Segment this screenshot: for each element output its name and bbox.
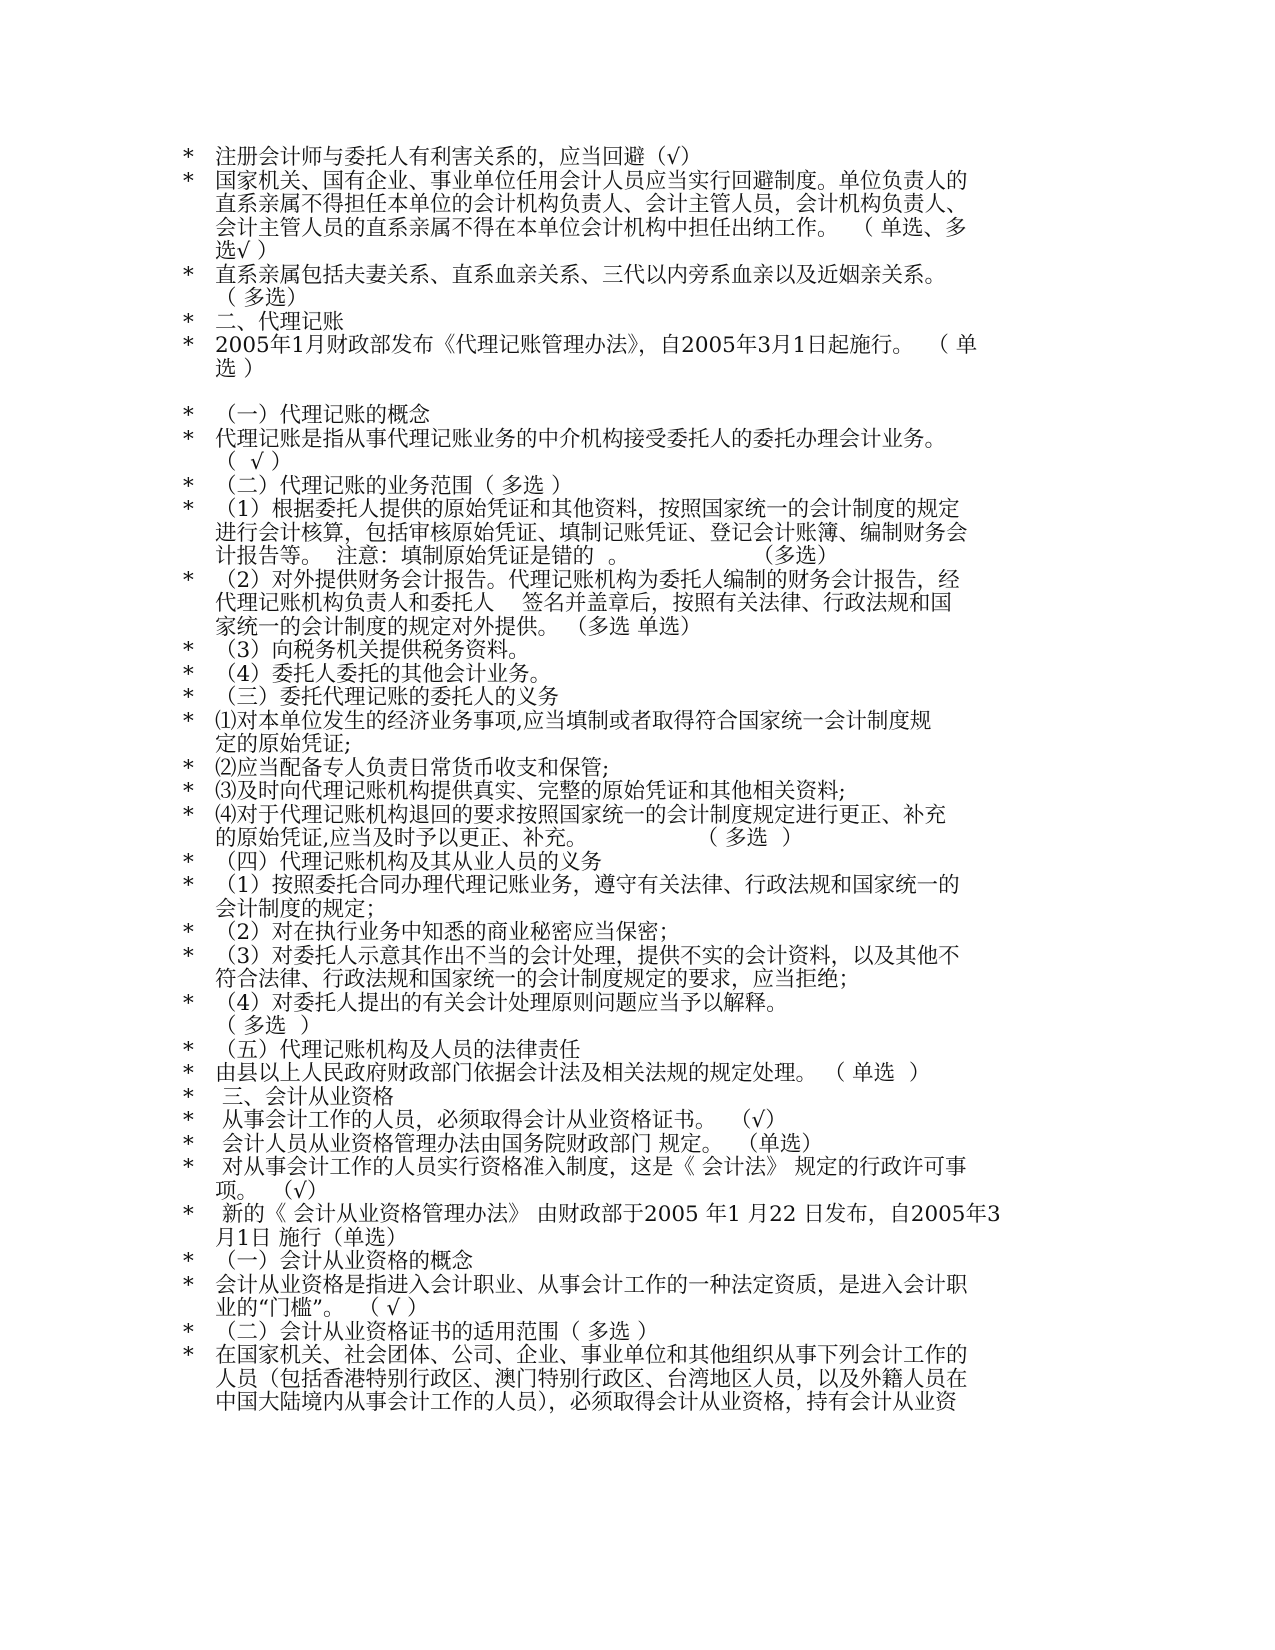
list-item bbox=[183, 1109, 1083, 1133]
item-text-line: 在国家机关、社会团体、公司、企业、事业单位和其他组织从事下列会计工作的 bbox=[215, 1343, 968, 1368]
item-text-line: 项。 （√） bbox=[215, 1178, 329, 1204]
item-text-line: ⑴对本单位发生的经济业务事项,应当填制或者取得符合国家统一会计制度规 bbox=[215, 708, 932, 734]
asterisk-bullet-icon: * bbox=[183, 403, 194, 428]
list-item bbox=[183, 264, 1083, 311]
asterisk-bullet-icon: * bbox=[183, 168, 194, 194]
list-item bbox=[183, 780, 1083, 804]
item-text-line: 选√ ） bbox=[215, 239, 279, 264]
asterisk-bullet-icon: * bbox=[183, 567, 194, 593]
item-text-line: 代理记账是指从事代理记账业务的中介机构接受委托人的委托办理会计业务。 bbox=[215, 426, 947, 452]
item-text-line: （2）对在执行业务中知悉的商业秘密应当保密； bbox=[215, 920, 681, 945]
list-item bbox=[183, 1321, 1083, 1345]
asterisk-bullet-icon: * bbox=[183, 685, 194, 710]
item-text-line: （ 多选 ） bbox=[215, 1014, 322, 1039]
item-text-line: 中国大陆境内从事会计工作的人员），必须取得会计从业资格，持有会计从业资 bbox=[215, 1390, 957, 1415]
asterisk-bullet-icon: * bbox=[183, 426, 194, 452]
document-page bbox=[183, 146, 1083, 1415]
list-item bbox=[183, 1203, 1083, 1250]
item-text-line: 家统一的会计制度的规定对外提供。 （多选 单选） bbox=[215, 614, 702, 640]
asterisk-bullet-icon: * bbox=[183, 1061, 194, 1086]
list-item bbox=[183, 1274, 1083, 1321]
item-text-line: 会计人员从业资格管理办法由国务院财政部门 规定。 （单选） bbox=[215, 1131, 823, 1157]
item-text-line: 会计主管人员的直系亲属不得在本单位会计机构中担任出纳工作。 （ 单选、多 bbox=[215, 215, 967, 241]
list-item bbox=[183, 475, 1083, 499]
list-item bbox=[183, 311, 1083, 335]
item-text-line: 业的“门槛”。 （ √ ） bbox=[215, 1296, 429, 1321]
list-item bbox=[183, 710, 1083, 757]
list-item bbox=[183, 498, 1083, 569]
item-text-line: 从事会计工作的人员，必须取得会计从业资格证书。 （√） bbox=[215, 1108, 787, 1133]
item-text-line: 会计制度的规定； bbox=[215, 896, 388, 922]
asterisk-bullet-icon: * bbox=[183, 1131, 194, 1157]
list-item bbox=[183, 1039, 1083, 1063]
item-text-line: （五）代理记账机构及人员的法律责任 bbox=[215, 1037, 581, 1063]
list-item bbox=[183, 757, 1083, 781]
asterisk-bullet-icon: * bbox=[183, 638, 194, 663]
item-text-line: 直系亲属包括夫妻关系、直系血亲关系、三代以内旁系血亲以及近姻亲关系。 bbox=[215, 262, 947, 288]
asterisk-bullet-icon: * bbox=[183, 755, 194, 781]
asterisk-bullet-icon: * bbox=[183, 779, 194, 804]
item-text-line: （1）根据委托人提供的原始凭证和其他资料，按照国家统一的会计制度的规定 bbox=[215, 497, 960, 522]
asterisk-bullet-icon: * bbox=[183, 497, 194, 522]
item-text-line: （2）对外提供财务会计报告。代理记账机构为委托人编制的财务会计报告，经 bbox=[215, 567, 960, 593]
item-text-line: （3）对委托人示意其作出不当的会计处理，提供不实的会计资料，以及其他不 bbox=[215, 943, 960, 969]
asterisk-bullet-icon: * bbox=[183, 943, 194, 969]
asterisk-bullet-icon: * bbox=[183, 473, 194, 499]
list-item bbox=[183, 945, 1083, 992]
asterisk-bullet-icon: * bbox=[183, 1202, 194, 1227]
item-text-line: 直系亲属不得担任本单位的会计机构负责人、会计主管人员，会计机构负责人、 bbox=[215, 192, 968, 217]
item-text-line: 人员（包括香港特别行政区、澳门特别行政区、台湾地区人员，以及外籍人员在 bbox=[215, 1366, 968, 1392]
item-text-line: 对从事会计工作的人员实行资格准入制度，这是《 会计法》 规定的行政许可事 bbox=[215, 1155, 967, 1180]
item-text-line: （二）代理记账的业务范围（ 多选 ） bbox=[215, 473, 573, 499]
item-text-line: （4）对委托人提出的有关会计处理原则问题应当予以解释。 bbox=[215, 990, 788, 1016]
blank-line bbox=[183, 381, 1083, 404]
item-text-line: 2005年1月财政部发布《代理记账管理办法》，自2005年3月1日起施行。 （ 单 bbox=[215, 333, 978, 358]
item-text-line: 计报告等。 注意：填制原始凭证是错的 。 （多选） bbox=[215, 544, 839, 569]
list-item bbox=[183, 334, 1083, 381]
asterisk-bullet-icon: * bbox=[183, 333, 194, 358]
item-text-line: （二）会计从业资格证书的适用范围（ 多选 ） bbox=[215, 1319, 659, 1345]
asterisk-bullet-icon: * bbox=[183, 262, 194, 288]
asterisk-bullet-icon: * bbox=[183, 990, 194, 1016]
asterisk-bullet-icon: * bbox=[183, 1155, 194, 1180]
item-text-line: 符合法律、行政法规和国家统一的会计制度规定的要求，应当拒绝； bbox=[215, 967, 861, 992]
item-text-line: ⑷对于代理记账机构退回的要求按照国家统一的会计制度规定进行更正、补充 bbox=[215, 802, 947, 828]
list-item bbox=[183, 1344, 1083, 1415]
item-text-line: ⑶及时向代理记账机构提供真实、完整的原始凭证和其他相关资料; bbox=[215, 779, 846, 804]
asterisk-bullet-icon: * bbox=[183, 920, 194, 945]
asterisk-bullet-icon: * bbox=[183, 849, 194, 875]
list-item bbox=[183, 804, 1083, 851]
list-item bbox=[183, 1086, 1083, 1110]
list-item bbox=[183, 170, 1083, 264]
list-item bbox=[183, 1133, 1083, 1157]
item-text-line: 新的《 会计从业资格管理办法》 由财政部于2005 年1 月22 日发布，自2005年3 bbox=[215, 1202, 1001, 1227]
item-text-line: 国家机关、国有企业、事业单位任用会计人员应当实行回避制度。单位负责人的 bbox=[215, 168, 968, 194]
item-text-line: （一）代理记账的概念 bbox=[215, 403, 431, 428]
item-text-line: 注册会计师与委托人有利害关系的，应当回避（√） bbox=[215, 145, 702, 170]
item-text-line: （3）向税务机关提供税务资料。 bbox=[215, 638, 530, 663]
list-item bbox=[183, 992, 1083, 1039]
list-item bbox=[183, 428, 1083, 475]
asterisk-bullet-icon: * bbox=[183, 1272, 194, 1298]
item-text-line: 定的原始凭证; bbox=[215, 732, 352, 757]
asterisk-bullet-icon: * bbox=[183, 309, 194, 335]
asterisk-bullet-icon: * bbox=[183, 1249, 194, 1274]
item-text-line: （ 多选） bbox=[215, 286, 308, 311]
item-text-line: 三、会计从业资格 bbox=[215, 1084, 394, 1110]
list-item bbox=[183, 1156, 1083, 1203]
list-item bbox=[183, 874, 1083, 921]
item-text-line: （三）委托代理记账的委托人的义务 bbox=[215, 685, 560, 710]
asterisk-bullet-icon: * bbox=[183, 661, 194, 687]
item-text-line: 选 ） bbox=[215, 356, 265, 382]
asterisk-bullet-icon: * bbox=[183, 1084, 194, 1110]
list-item bbox=[183, 146, 1083, 170]
list-item bbox=[183, 639, 1083, 663]
asterisk-bullet-icon: * bbox=[183, 1108, 194, 1133]
asterisk-bullet-icon: * bbox=[183, 1037, 194, 1063]
item-text-line: 二、代理记账 bbox=[215, 309, 345, 335]
list-item bbox=[183, 569, 1083, 640]
item-text-line: 进行会计核算，包括审核原始凭证、填制记账凭证、登记会计账簿、编制财务会 bbox=[215, 520, 968, 546]
asterisk-bullet-icon: * bbox=[183, 802, 194, 828]
item-text-line: 会计从业资格是指进入会计职业、从事会计工作的一种法定资质，是进入会计职 bbox=[215, 1272, 968, 1298]
item-text-line: 的原始凭证,应当及时予以更正、补充。 （ 多选 ） bbox=[215, 826, 804, 851]
item-text-line: （四）代理记账机构及其从业人员的义务 bbox=[215, 849, 603, 875]
item-text-line: 由县以上人民政府财政部门依据会计法及相关法规的规定处理。 （ 单选 ） bbox=[215, 1061, 931, 1086]
item-text-line: ⑵应当配备专人负责日常货币收支和保管; bbox=[215, 755, 610, 781]
item-text-line: （4）委托人委托的其他会计业务。 bbox=[215, 661, 552, 687]
asterisk-bullet-icon: * bbox=[183, 1343, 194, 1368]
asterisk-bullet-icon: * bbox=[183, 873, 194, 898]
item-text-line: （1）按照委托合同办理代理记账业务，遵守有关法律、行政法规和国家统一的 bbox=[215, 873, 960, 898]
item-text-line: （ √ ） bbox=[215, 450, 293, 475]
list-item bbox=[183, 921, 1083, 945]
asterisk-bullet-icon: * bbox=[183, 1319, 194, 1345]
list-item bbox=[183, 404, 1083, 428]
list-item bbox=[183, 663, 1083, 687]
list-item bbox=[183, 1250, 1083, 1274]
item-text-line: 月1日 施行（单选） bbox=[215, 1225, 408, 1251]
asterisk-bullet-icon: * bbox=[183, 145, 194, 170]
item-text-line: 代理记账机构负责人和委托人 签名并盖章后，按照有关法律、行政法规和国 bbox=[215, 591, 952, 616]
list-item bbox=[183, 851, 1083, 875]
item-text-line: （一）会计从业资格的概念 bbox=[215, 1249, 474, 1274]
list-item bbox=[183, 686, 1083, 710]
list-item bbox=[183, 1062, 1083, 1086]
asterisk-bullet-icon: * bbox=[183, 708, 194, 734]
